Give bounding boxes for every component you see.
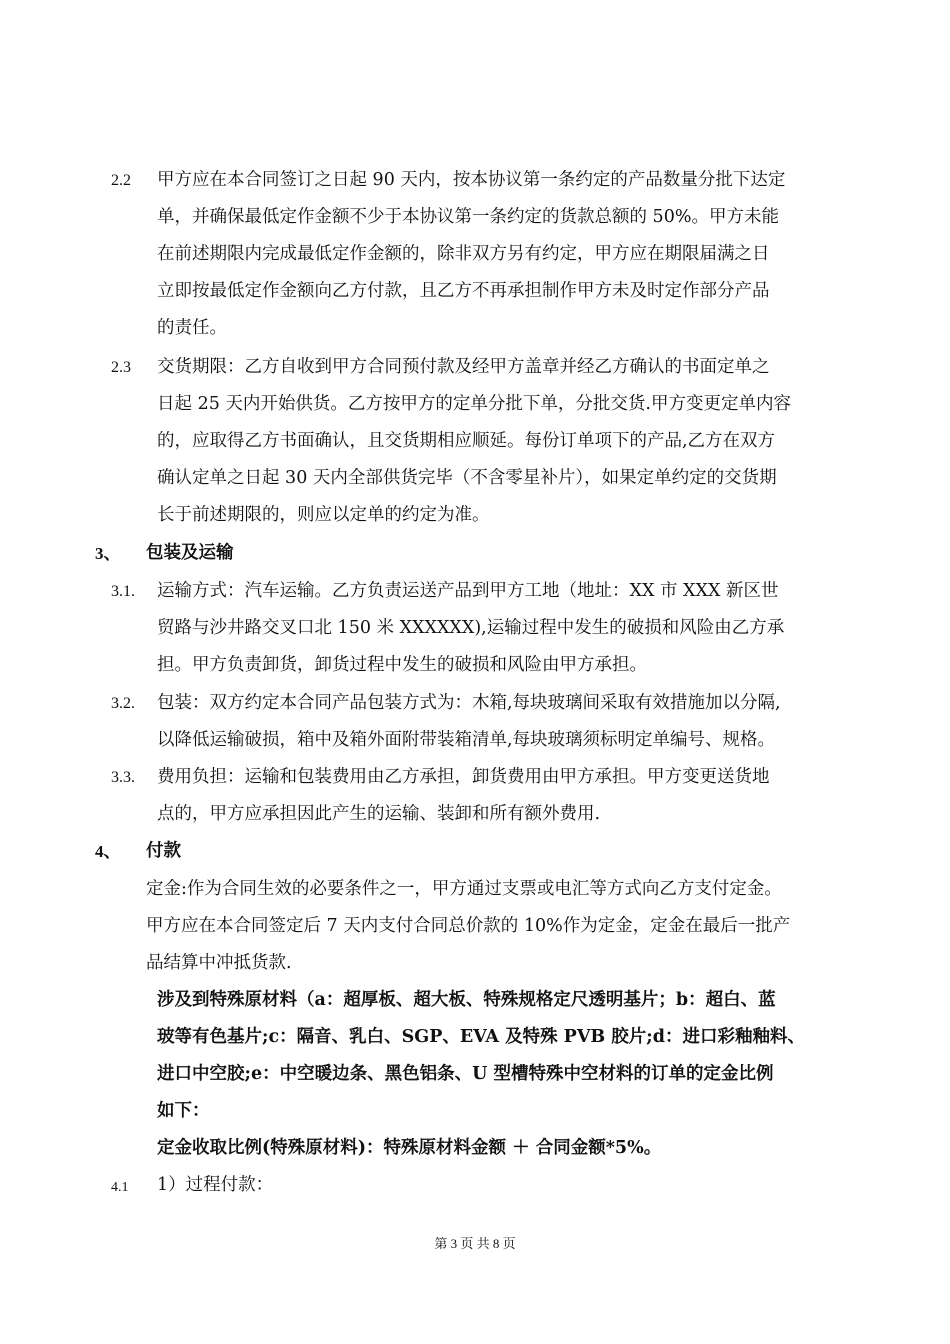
clause-2-3-line-1: 交货期限：乙方自收到甲方合同预付款及经甲方盖章并经乙方确认的书面定单之	[157, 357, 770, 377]
special-line-4: 如下：	[157, 1101, 210, 1121]
clause-2-3-line-4: 确认定单之日起 30 天内全部供货完毕（不含零星补片），如果定单约定的交货期	[157, 468, 777, 488]
clause-4-1-text: 1）过程付款：	[157, 1175, 274, 1195]
clause-number: 3.2.	[111, 695, 135, 712]
special-line-1: 涉及到特殊原材料（a：超厚板、超大板、特殊规格定尺透明基片；b：超白、蓝	[157, 990, 776, 1010]
clause-number: 3.3.	[111, 769, 135, 786]
clause-number: 3.1.	[111, 583, 135, 600]
clause-2-2-line-4: 立即按最低定作金额向乙方付款，且乙方不再承担制作甲方未及时定作部分产品	[157, 281, 770, 301]
special-line-2: 玻等有色基片;c：隔音、乳白、SGP、EVA 及特殊 PVB 胶片;d：进口彩釉釉料、	[157, 1027, 805, 1047]
clause-2-2-line-3: 在前述期限内完成最低定作金额的，除非双方另有约定，甲方应在期限届满之日	[157, 244, 770, 264]
clause-number: 4.1	[111, 1180, 129, 1195]
clause-3-3-line-2: 点的，甲方应承担因此产生的运输、装卸和所有额外费用.	[157, 804, 601, 824]
deposit-line-2: 甲方应在本合同签定后 7 天内支付合同总价款的 10%作为定金，定金在最后一批产	[146, 916, 791, 936]
clause-3-1-line-2: 贸路与沙井路交叉口北 150 米 XXXXXX),运输过程中发生的破损和风险由乙方承	[157, 618, 785, 638]
clause-2-2-line-2: 单，并确保最低定作金额不少于本协议第一条约定的货款总额的 50%。甲方未能	[157, 207, 779, 227]
deposit-line-3: 品结算中冲抵货款.	[146, 953, 292, 973]
section-title: 包装及运输	[146, 543, 234, 563]
clause-3-1-line-1: 运输方式：汽车运输。乙方负责运送产品到甲方工地（地址：XX 市 XXX 新区世	[157, 581, 779, 601]
page-footer: 第 3 页 共 8 页	[434, 1236, 516, 1251]
clause-3-3-line-1: 费用负担：运输和包装费用由乙方承担，卸货费用由甲方承担。甲方变更送货地	[157, 767, 770, 787]
clause-2-3-line-3: 的，应取得乙方书面确认，且交货期相应顺延。每份订单项下的产品,乙方在双方	[157, 431, 776, 451]
section-number: 4、	[95, 842, 121, 861]
special-line-3: 进口中空胶;e：中空暖边条、黑色铝条、U 型槽特殊中空材料的订单的定金比例	[157, 1064, 774, 1084]
section-number: 3、	[95, 544, 121, 563]
clause-3-2-line-1: 包装：双方约定本合同产品包装方式为：木箱,每块玻璃间采取有效措施加以分隔,	[157, 693, 781, 713]
clause-2-2-line-5: 的责任。	[157, 318, 227, 338]
clause-number: 2.3	[111, 359, 131, 376]
section-title: 付款	[146, 841, 181, 861]
clause-number: 2.2	[111, 172, 131, 189]
clause-2-2-line-1: 甲方应在本合同签订之日起 90 天内，按本协议第一条约定的产品数量分批下达定	[157, 170, 786, 190]
deposit-line-1: 定金:作为合同生效的必要条件之一，甲方通过支票或电汇等方式向乙方支付定金。	[146, 879, 782, 899]
clause-2-3-line-2: 日起 25 天内开始供货。乙方按甲方的定单分批下单，分批交货.甲方变更定单内容	[157, 394, 791, 414]
clause-3-2-line-2: 以降低运输破损，箱中及箱外面附带装箱清单,每块玻璃须标明定单编号、规格。	[157, 730, 776, 750]
clause-3-1-line-3: 担。甲方负责卸货，卸货过程中发生的破损和风险由甲方承担。	[157, 655, 647, 675]
special-line-5: 定金收取比例(特殊原材料)：特殊原材料金额 ＋ 合同金额*5%。	[157, 1138, 662, 1158]
clause-2-3-line-5: 长于前述期限的，则应以定单的约定为准。	[157, 505, 490, 525]
